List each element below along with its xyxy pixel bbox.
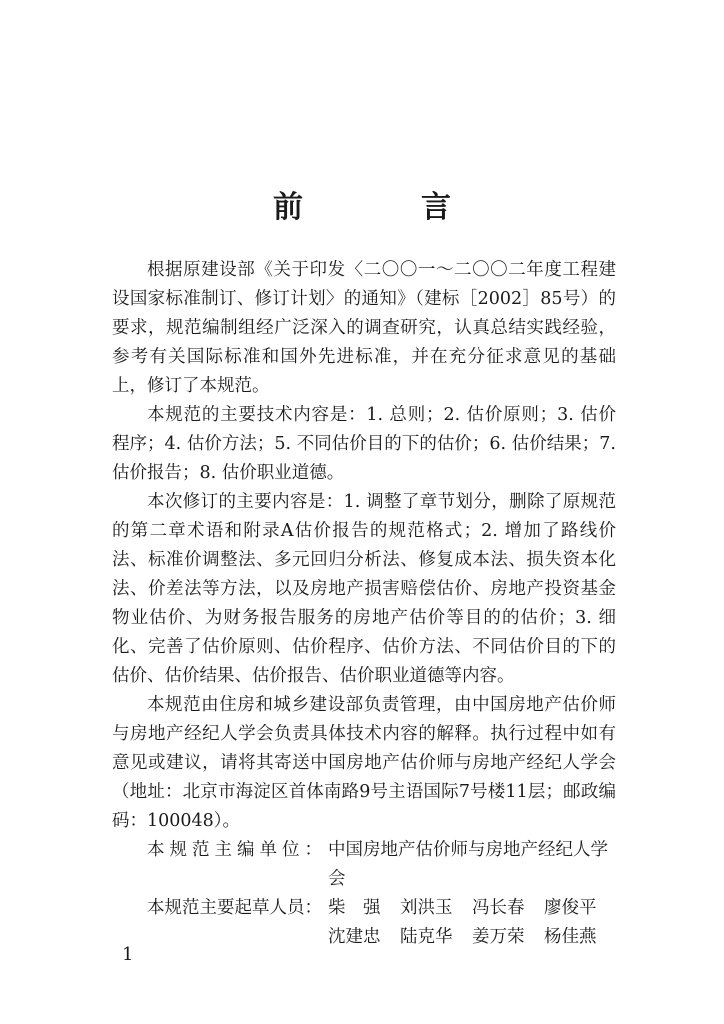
drafters-line: [112, 894, 616, 952]
paragraph-main-contents: 本规范的主要技术内容是：1. 总则；2. 估价原则；3. 估价程序；4. 估价方法；5. 不同估价目的下的估价；6. 估价结果；7. 估价报告；8. 估价职业道德。: [112, 405, 616, 483]
drafters-list: [322, 894, 616, 952]
page-title: 前 言: [273, 190, 495, 225]
page-number: 1: [122, 944, 134, 965]
editor-unit-label: 本规范主编单位：: [147, 840, 322, 860]
editor-unit-line: [112, 836, 616, 894]
drafters-label: 本规范主要起草人员：: [147, 898, 322, 918]
drafter-name: 廖俊平: [544, 898, 597, 918]
editor-unit-value: 中国房地产估价师与房地产经纪人学会: [328, 840, 608, 889]
paragraph-revision-changes: 本次修订的主要内容是：1. 调整了章节划分，删除了原规范的第二章术语和附录A估价报告的规范格式；2. 增加了路线价法、标准价调整法、多元回归分析法、修复成本法、损失资本化法、价差法等方法，以及房地产损害赔偿估价、房地产投资基金物业估价、为财务报告服务的房地产估价等目的的估价；3. 细化、完善了估价原则、估价程序、估价方法、不同估价目的下的估价、估价结果、估价报告、估价职业道德等内容。: [112, 492, 616, 686]
preface-body: [112, 256, 616, 952]
paragraph-management: 本规范由住房和城乡建设部负责管理，由中国房地产估价师与房地产经纪人学会负责具体技术内容的解释。执行过程中如有意见或建议，请将其寄送中国房地产估价师与房地产经纪人学会（地址：北京市海淀区首体南路9号主语国际7号楼11层；邮政编码：100048）。: [112, 695, 616, 831]
drafter-name: 刘洪玉: [400, 898, 453, 918]
drafter-name: 姜万荣: [472, 927, 525, 947]
drafter-name: 柴 强: [328, 898, 381, 918]
drafter-name: 杨佳燕: [544, 927, 597, 947]
paragraph-revision-basis: 根据原建设部《关于印发〈二〇〇一～二〇〇二年度工程建设国家标准制订、修订计划〉的通知》（建标［2002］85号）的要求，规范编制组经广泛深入的调查研究，认真总结实践经验，参考有关国际标准和国外先进标准，并在充分征求意见的基础上，修订了本规范。: [112, 260, 616, 396]
drafter-name: 冯长春: [472, 898, 525, 918]
drafter-name: 陆克华: [400, 927, 453, 947]
drafter-name: 沈建忠: [328, 927, 381, 947]
